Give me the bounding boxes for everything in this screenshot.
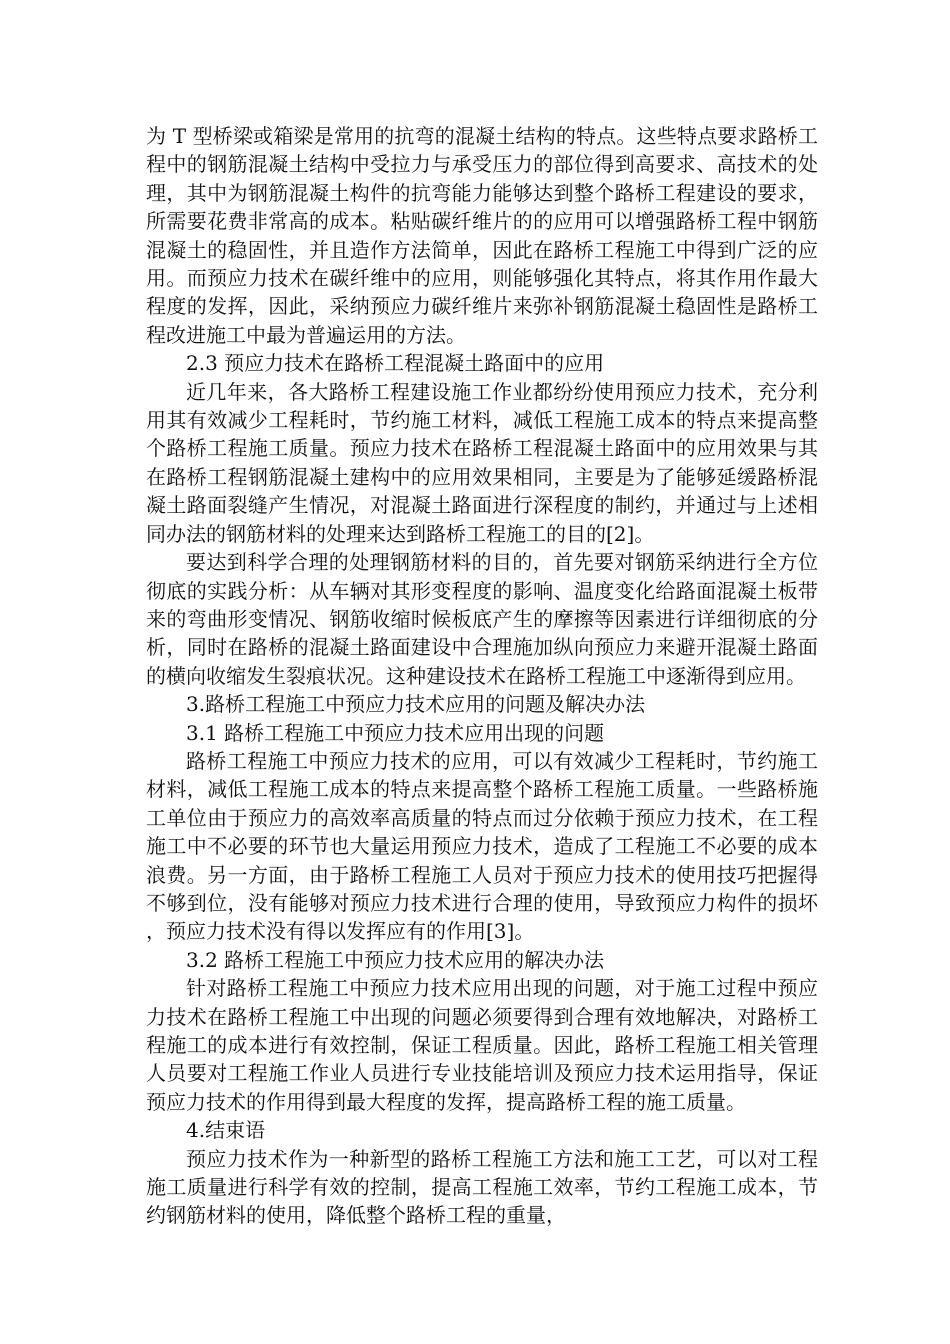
paragraph: 针对路桥工程施工中预应力技术应用出现的问题，对于施工过程中预应力技术在路桥工程施工中出现的问题必须要得到合理有效地解决，对路桥工程施工的成本进行有效控制，保证工程质量。因此，路桥工程施工相关管理人员要对工程施工作业人员进行专业技能培训及预应力技术运用指导，保证预应力技术的作用得到最大程度的发挥，提高路桥工程的施工质量。 — [146, 976, 818, 1114]
section-heading-3: 3.路桥工程施工中预应力技术应用的问题及解决办法 — [186, 692, 646, 717]
section-heading-2-3: 2.3 预应力技术在路桥工程混凝土路面中的应用 — [186, 351, 605, 376]
section-heading-4: 4.结束语 — [186, 1118, 266, 1143]
section-heading-3-1: 3.1 路桥工程施工中预应力技术应用出现的问题 — [186, 720, 605, 745]
paragraph: 预应力技术作为一种新型的路桥工程施工方法和施工工艺，可以对工程施工质量进行科学有效的控制，提高工程施工效率，节约工程施工成本，节约钢筋材料的使用，降低整个路桥工程的重量， — [146, 1146, 818, 1228]
paragraph: 近几年来，各大路桥工程建设施工作业都纷纷使用预应力技术，充分利用其有效减少工程耗时，节约施工材料，减低工程施工成本的特点来提高整个路桥工程施工质量。预应力技术在路桥工程混凝土路面中的应用效果与其在路桥工程钢筋混凝土建构中的应用效果相同，主要是为了能够延缓路桥混凝土路面裂缝产生情况，对混凝土路面进行深程度的制约，并通过与上述相同办法的钢筋材料的处理来达到路桥工程施工的目的[2]。 — [146, 379, 818, 546]
paragraph: 要达到科学合理的处理钢筋材料的目的，首先要对钢筋采纳进行全方位彻底的实践分析：从车辆对其形变程度的影响、温度变化给路面混凝土板带来的弯曲形变情况、钢筋收缩时候板底产生的摩擦等因素进行详细彻底的分析，同时在路桥的混凝土路面建设中合理施加纵向预应力来避开混凝土路面的横向收缩发生裂痕状况。这种建设技术在路桥工程施工中逐渐得到应用。 — [146, 550, 818, 688]
paragraph: 路桥工程施工中预应力技术的应用，可以有效减少工程耗时，节约施工材料，减低工程施工成本的特点来提高整个路桥工程施工质量。一些路桥施工单位由于预应力的高效率高质量的特点而过分依赖于预应力技术，在工程施工中不必要的环节也大量运用预应力技术，造成了工程施工不必要的成本浪费。另一方面，由于路桥工程施工人员对于预应力技术的使用技巧把握得不够到位，没有能够对预应力技术进行合理的使用，导致预应力构件的损坏，预应力技术没有得以发挥应有的作用[3]。 — [146, 748, 818, 944]
section-heading-3-2: 3.2 路桥工程施工中预应力技术应用的解决办法 — [186, 947, 605, 972]
article-body — [146, 122, 818, 1230]
paragraph-continued: 为 T 型桥梁或箱梁是常用的抗弯的混凝土结构的特点。这些特点要求路桥工程中的钢筋混凝土结构中受拉力与承受压力的部位得到高要求、高技术的处理，其中为钢筋混凝土构件的抗弯能力能够达到整个路桥工程建设的要求，所需要花费非常高的成本。粘贴碳纤维片的的应用可以增强路桥工程中钢筋混凝土的稳固性，并且造作方法简单，因此在路桥工程施工中得到广泛的应用。而预应力技术在碳纤维中的应用，则能够强化其特点，将其作用作最大程度的发挥，因此，采纳预应力碳纤维片来弥补钢筋混凝土稳固性是路桥工程改进施工中最为普遍运用的方法。 — [146, 124, 818, 347]
